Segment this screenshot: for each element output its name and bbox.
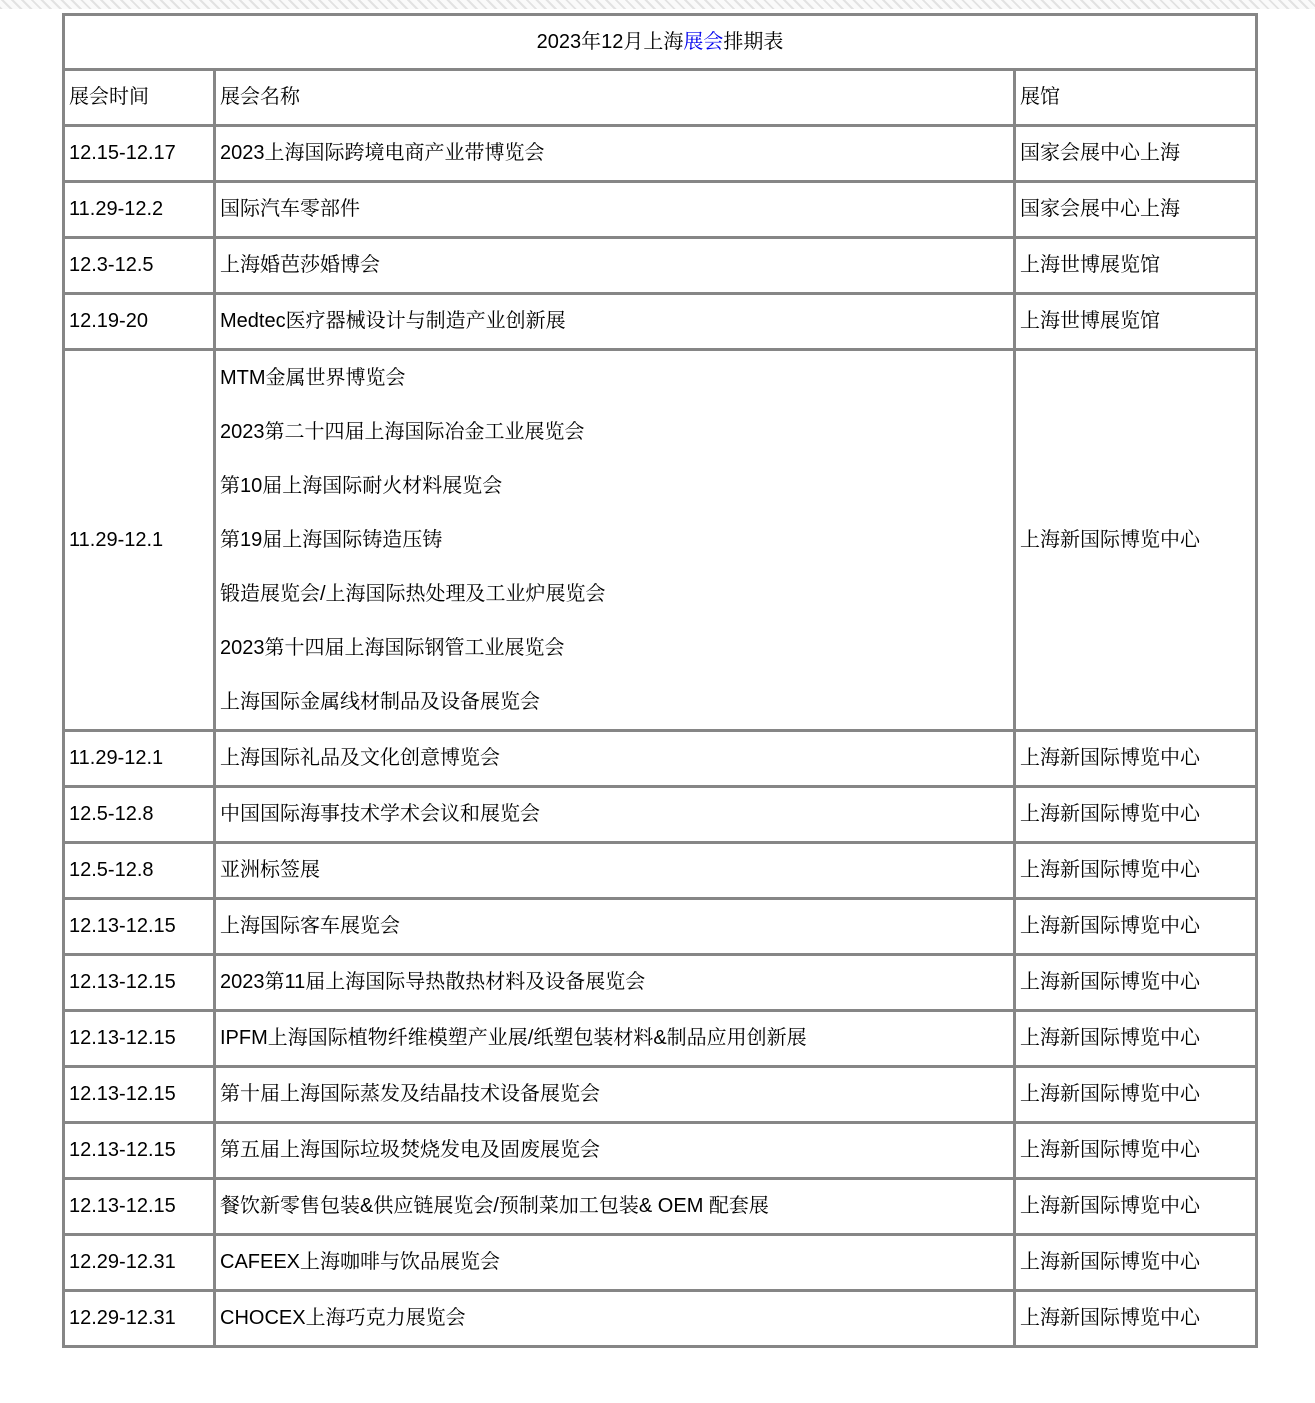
name-cell: 国际汽车零部件 <box>215 182 1015 238</box>
exhibition-schedule-table <box>62 13 1258 1348</box>
table-row <box>64 843 1257 899</box>
table-row <box>64 1123 1257 1179</box>
venue-cell: 上海世博展览馆 <box>1015 238 1257 294</box>
name-cell: 2023上海国际跨境电商产业带博览会 <box>215 126 1015 182</box>
name-line: 锻造展览会/上海国际热处理及工业炉展览会 <box>220 583 606 605</box>
venue-cell: 国家会展中心上海 <box>1015 182 1257 238</box>
time-cell: 12.29-12.31 <box>64 1291 215 1347</box>
name-cell: 2023第11届上海国际导热散热材料及设备展览会 <box>215 955 1015 1011</box>
venue-cell: 上海新国际博览中心 <box>1015 899 1257 955</box>
name-cell: 上海国际客车展览会 <box>215 899 1015 955</box>
header-cell-name: 展会名称 <box>215 70 1015 126</box>
venue-cell: 上海世博展览馆 <box>1015 294 1257 350</box>
name-line: 第10届上海国际耐火材料展览会 <box>220 475 503 497</box>
name-line: 2023第十四届上海国际钢管工业展览会 <box>220 637 565 659</box>
table-row <box>64 1235 1257 1291</box>
time-cell: 12.13-12.15 <box>64 1179 215 1235</box>
time-cell: 12.3-12.5 <box>64 238 215 294</box>
time-cell: 12.13-12.15 <box>64 1067 215 1123</box>
name-cell <box>215 350 1015 731</box>
name-cell: 亚洲标签展 <box>215 843 1015 899</box>
venue-cell: 上海新国际博览中心 <box>1015 1067 1257 1123</box>
page-top-decoration <box>0 0 1315 9</box>
header-row <box>64 70 1257 126</box>
venue-cell: 上海新国际博览中心 <box>1015 1291 1257 1347</box>
table-row <box>64 126 1257 182</box>
table-row <box>64 955 1257 1011</box>
name-cell: 上海婚芭莎婚博会 <box>215 238 1015 294</box>
table-row <box>64 787 1257 843</box>
name-cell: CAFEEX上海咖啡与饮品展览会 <box>215 1235 1015 1291</box>
venue-cell: 上海新国际博览中心 <box>1015 843 1257 899</box>
venue-cell: 上海新国际博览中心 <box>1015 731 1257 787</box>
time-cell: 12.29-12.31 <box>64 1235 215 1291</box>
title-suffix: 排期表 <box>723 30 784 53</box>
page-title <box>64 15 1257 70</box>
venue-cell: 上海新国际博览中心 <box>1015 350 1257 731</box>
venue-cell: 上海新国际博览中心 <box>1015 787 1257 843</box>
table-row <box>64 1291 1257 1347</box>
venue-cell: 上海新国际博览中心 <box>1015 1011 1257 1067</box>
time-cell: 12.5-12.8 <box>64 843 215 899</box>
name-cell: 上海国际礼品及文化创意博览会 <box>215 731 1015 787</box>
name-line: 上海国际金属线材制品及设备展览会 <box>220 691 540 713</box>
time-cell: 12.5-12.8 <box>64 787 215 843</box>
time-cell: 12.13-12.15 <box>64 1011 215 1067</box>
name-cell: Medtec医疗器械设计与制造产业创新展 <box>215 294 1015 350</box>
table-row <box>64 294 1257 350</box>
time-cell: 11.29-12.1 <box>64 731 215 787</box>
time-cell: 12.19-20 <box>64 294 215 350</box>
name-cell: 餐饮新零售包装&供应链展览会/预制菜加工包装& OEM 配套展 <box>215 1179 1015 1235</box>
table-row <box>64 1011 1257 1067</box>
name-cell: 第十届上海国际蒸发及结晶技术设备展览会 <box>215 1067 1015 1123</box>
time-cell: 11.29-12.1 <box>64 350 215 731</box>
title-row <box>64 15 1257 70</box>
name-line: 第19届上海国际铸造压铸 <box>220 529 443 551</box>
table-row <box>64 1067 1257 1123</box>
name-line: MTM金属世界博览会 <box>220 367 406 389</box>
venue-cell: 上海新国际博览中心 <box>1015 1235 1257 1291</box>
venue-cell: 上海新国际博览中心 <box>1015 955 1257 1011</box>
time-cell: 12.13-12.15 <box>64 1123 215 1179</box>
venue-cell: 国家会展中心上海 <box>1015 126 1257 182</box>
table-row <box>64 1179 1257 1235</box>
title-link[interactable]: 展会 <box>683 30 724 53</box>
time-cell: 12.15-12.17 <box>64 126 215 182</box>
table-row <box>64 350 1257 731</box>
header-cell-time: 展会时间 <box>64 70 215 126</box>
table-row <box>64 899 1257 955</box>
title-prefix: 2023年12月上海 <box>536 30 684 53</box>
header-cell-venue: 展馆 <box>1015 70 1257 126</box>
table-row <box>64 731 1257 787</box>
time-cell: 12.13-12.15 <box>64 955 215 1011</box>
time-cell: 12.13-12.15 <box>64 899 215 955</box>
venue-cell: 上海新国际博览中心 <box>1015 1179 1257 1235</box>
name-cell: 第五届上海国际垃圾焚烧发电及固废展览会 <box>215 1123 1015 1179</box>
table-row <box>64 238 1257 294</box>
time-cell: 11.29-12.2 <box>64 182 215 238</box>
name-cell: 中国国际海事技术学术会议和展览会 <box>215 787 1015 843</box>
name-cell: IPFM上海国际植物纤维模塑产业展/纸塑包装材料&制品应用创新展 <box>215 1011 1015 1067</box>
exhibition-table-body <box>64 15 1257 1347</box>
name-line: 2023第二十四届上海国际冶金工业展览会 <box>220 421 585 443</box>
venue-cell: 上海新国际博览中心 <box>1015 1123 1257 1179</box>
table-row <box>64 182 1257 238</box>
name-cell: CHOCEX上海巧克力展览会 <box>215 1291 1015 1347</box>
